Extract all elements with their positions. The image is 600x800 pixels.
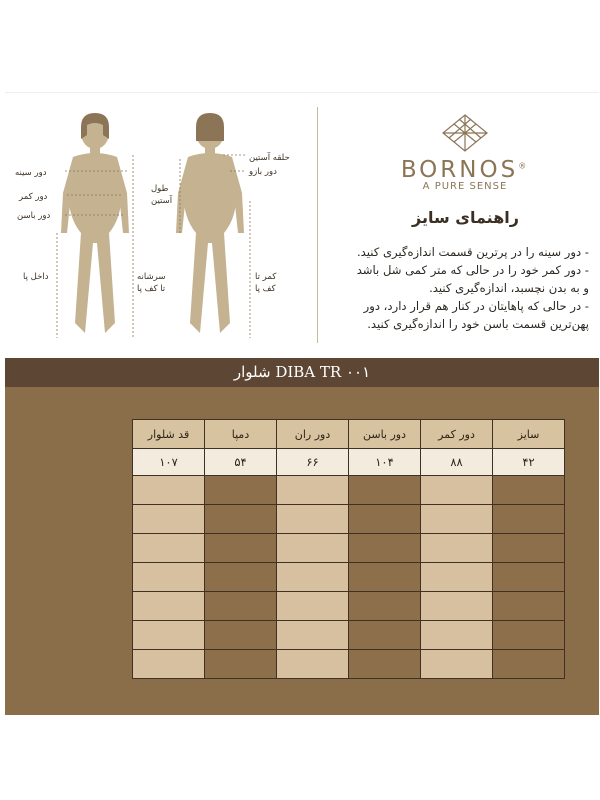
cell-thigh: ۶۶ — [277, 449, 349, 476]
label-waist: دور کمر — [19, 192, 48, 202]
empty-cell — [277, 476, 349, 505]
table-row — [133, 476, 565, 505]
empty-cell — [133, 534, 205, 563]
size-table — [132, 419, 565, 679]
empty-cell — [205, 534, 277, 563]
empty-cell — [493, 505, 565, 534]
product-title: شلوار DIBA TR ۰۰۱ — [233, 363, 371, 381]
cell-pants-length: ۱۰۷ — [133, 449, 205, 476]
label-bust: دور سینه — [15, 168, 47, 178]
size-guide-title: راهنمای سایز — [412, 208, 519, 227]
brand-tagline: A PURE SENSE — [422, 181, 508, 192]
empty-cell — [421, 505, 493, 534]
bornos-diamond-logo-icon — [437, 111, 493, 155]
product-title-bar — [5, 358, 599, 387]
label-armhole: حلقه آستین — [249, 153, 290, 163]
table-row — [133, 650, 565, 679]
table-row — [133, 621, 565, 650]
empty-cell — [349, 505, 421, 534]
back-figure — [176, 113, 244, 333]
empty-cell — [421, 621, 493, 650]
label-shoulder: سرشانه — [137, 272, 166, 282]
guide-line: - در حالی که پاهایتان در کنار هم قرار دارد، دور — [363, 299, 589, 313]
label-sleeve: آستین — [151, 196, 173, 206]
guide-line: - دور کمر خود را در حالی که متر کمی شل باشد — [356, 263, 589, 277]
body-measurement-figures — [5, 93, 315, 358]
empty-cell — [493, 563, 565, 592]
label-floor: کف پا — [255, 284, 276, 294]
label-shoulder-to-floor: تا کف پا — [137, 284, 166, 294]
empty-cell — [421, 563, 493, 592]
table-row — [133, 592, 565, 621]
empty-cell — [205, 592, 277, 621]
size-table-area — [5, 387, 599, 715]
cell-hip: ۱۰۴ — [349, 449, 421, 476]
table-header-row — [133, 420, 565, 449]
empty-cell — [277, 621, 349, 650]
empty-cell — [133, 563, 205, 592]
table-row — [133, 505, 565, 534]
label-inseam: داخل پا — [23, 272, 49, 282]
empty-cell — [133, 476, 205, 505]
label-hip: دور باسن — [17, 211, 51, 221]
empty-cell — [205, 505, 277, 534]
label-sleeve-length: طول — [151, 184, 169, 194]
empty-cell — [421, 650, 493, 679]
empty-cell — [349, 534, 421, 563]
guide-line: پهن‌ترین قسمت باسن خود را اندازه‌گیری کنید. — [367, 317, 589, 331]
empty-cell — [493, 476, 565, 505]
cell-size: ۴۲ — [493, 449, 565, 476]
empty-cell — [277, 563, 349, 592]
size-guide-instructions — [307, 243, 589, 333]
empty-cell — [493, 621, 565, 650]
empty-cell — [205, 650, 277, 679]
empty-cell — [493, 592, 565, 621]
empty-cell — [133, 505, 205, 534]
empty-cell — [133, 621, 205, 650]
table-row — [133, 563, 565, 592]
guide-line: - دور سینه را در پرترین قسمت اندازه‌گیری کنید. — [356, 245, 589, 259]
size-guide-card — [5, 92, 599, 358]
header-thigh: دور ران — [277, 420, 349, 449]
header-size: سایز — [493, 420, 565, 449]
empty-cell — [493, 650, 565, 679]
empty-cell — [349, 563, 421, 592]
cell-hem: ۵۴ — [205, 449, 277, 476]
header-hip: دور باسن — [349, 420, 421, 449]
empty-cell — [349, 650, 421, 679]
empty-cell — [277, 505, 349, 534]
brand-block — [365, 111, 565, 192]
empty-cell — [277, 592, 349, 621]
guide-line: و به بدن نچسبد، اندازه‌گیری کنید. — [429, 281, 589, 295]
empty-cell — [205, 563, 277, 592]
label-bicep: دور بازو — [249, 167, 277, 177]
table-row — [133, 534, 565, 563]
empty-cell — [205, 621, 277, 650]
empty-cell — [349, 621, 421, 650]
empty-cell — [349, 476, 421, 505]
header-hem: دمپا — [205, 420, 277, 449]
empty-cell — [421, 534, 493, 563]
label-waist-to: کمر تا — [255, 272, 277, 282]
empty-cell — [133, 650, 205, 679]
empty-cell — [421, 476, 493, 505]
empty-cell — [493, 534, 565, 563]
cell-waist: ۸۸ — [421, 449, 493, 476]
header-pants-length: قد شلوار — [133, 420, 205, 449]
empty-cell — [205, 476, 277, 505]
header-waist: دور کمر — [421, 420, 493, 449]
front-figure — [61, 113, 129, 333]
empty-cell — [277, 534, 349, 563]
empty-cell — [349, 592, 421, 621]
brand-name: BORNOS® — [400, 157, 530, 183]
empty-cell — [277, 650, 349, 679]
empty-cell — [421, 592, 493, 621]
table-row — [133, 449, 565, 476]
empty-cell — [133, 592, 205, 621]
